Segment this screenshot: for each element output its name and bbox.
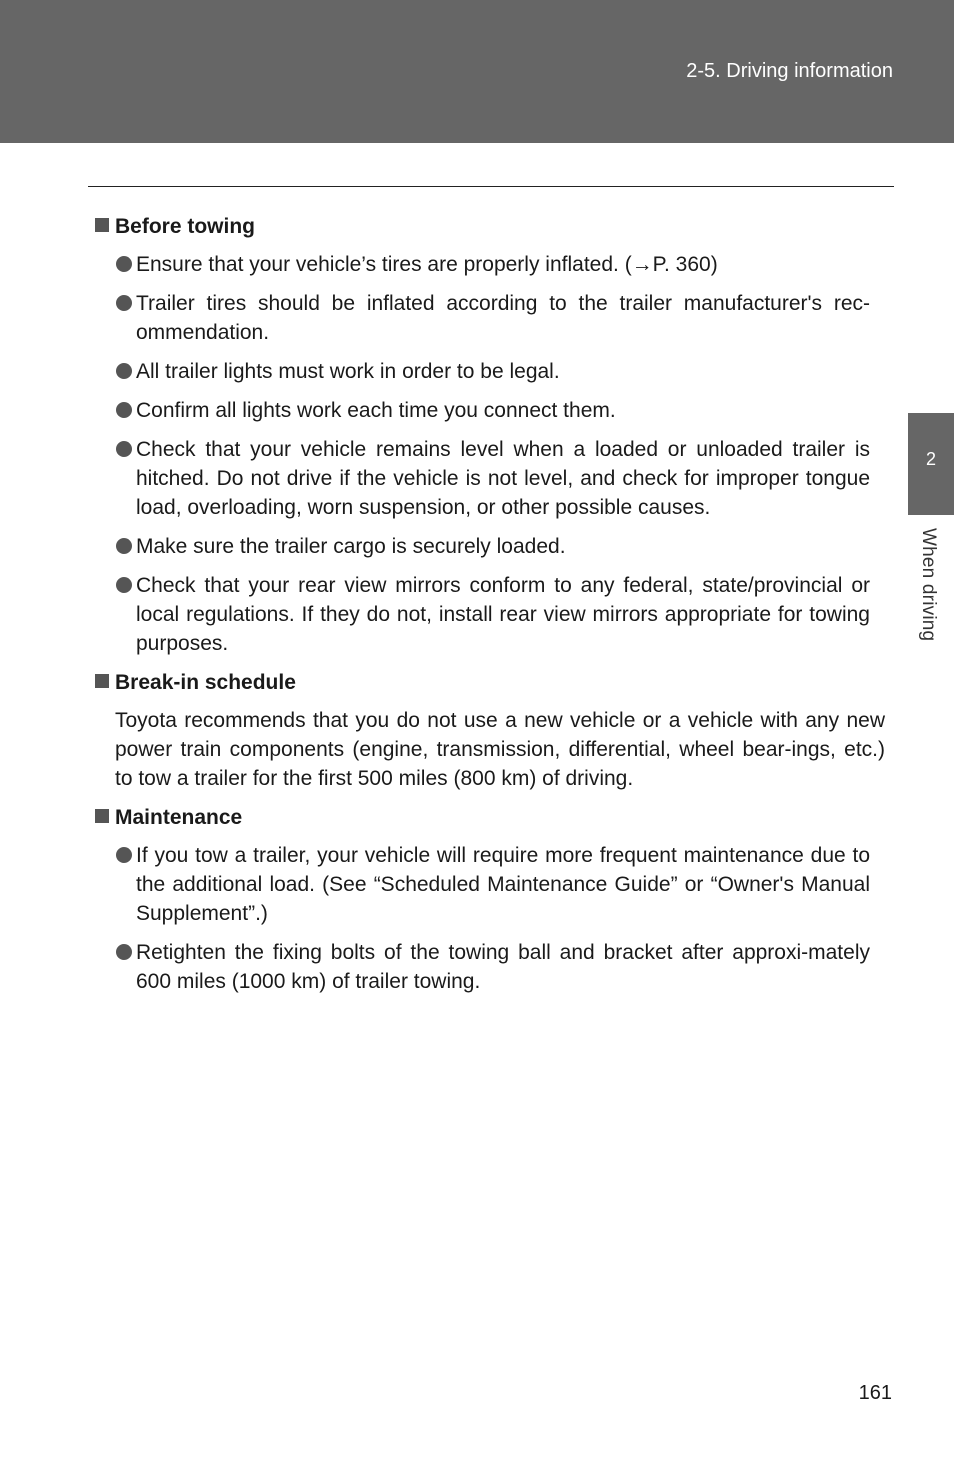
circle-bullet-icon bbox=[116, 295, 132, 311]
list-item-text: Confirm all lights work each time you connect them. bbox=[136, 399, 616, 422]
header-divider bbox=[88, 186, 894, 187]
section-maintenance bbox=[95, 803, 885, 996]
circle-bullet-icon bbox=[116, 577, 132, 593]
chapter-label: When driving bbox=[918, 528, 939, 642]
list-item bbox=[95, 357, 885, 386]
list-item-text: If you tow a trailer, your vehicle will require more frequent maintenance due to the additional load. (See “Scheduled Maintenance Guide” or “Owner's Manual Supplement”.) bbox=[136, 844, 870, 925]
section-title: 2-5. Driving information bbox=[686, 60, 893, 82]
square-bullet-icon bbox=[95, 809, 109, 823]
section-break-in-schedule bbox=[95, 668, 885, 793]
circle-bullet-icon bbox=[116, 538, 132, 554]
list-item-text: Ensure that your vehicle’s tires are properly inflated. (→P. 360) bbox=[136, 253, 718, 276]
circle-bullet-icon bbox=[116, 402, 132, 418]
heading-text: Maintenance bbox=[115, 806, 243, 829]
circle-bullet-icon bbox=[116, 363, 132, 379]
header-band bbox=[0, 0, 954, 143]
list-item-text: Check that your rear view mirrors conform to any federal, state/provincial or local regulations. If they do not, install rear view mirrors appropriate for towing purposes. bbox=[136, 574, 870, 655]
list-item-text: Make sure the trailer cargo is securely loaded. bbox=[136, 535, 566, 558]
circle-bullet-icon bbox=[116, 256, 132, 272]
page-content bbox=[95, 212, 885, 1006]
bullet-list bbox=[95, 250, 885, 658]
heading-text: Break-in schedule bbox=[115, 671, 296, 694]
circle-bullet-icon bbox=[116, 847, 132, 863]
list-item bbox=[95, 841, 885, 928]
list-item-text: Trailer tires should be inflated according to the trailer manufacturer's rec-ommendation. bbox=[136, 292, 870, 344]
list-item-text: Check that your vehicle remains level when a loaded or unloaded trailer is hitched. Do not drive if the vehicle is not level, and check for improper tongue load, overloading, worn suspension, or other possible causes. bbox=[136, 438, 870, 519]
list-item bbox=[95, 532, 885, 561]
body-paragraph: Toyota recommends that you do not use a new vehicle or a vehicle with any new power train components (engine, transmission, differential, wheel bear-ings, etc.) to tow a trailer for the first 500 miles (800 km) of driving. bbox=[115, 709, 885, 790]
page-number: 161 bbox=[858, 1382, 892, 1404]
list-item bbox=[95, 250, 885, 279]
list-item bbox=[95, 289, 885, 347]
section-heading bbox=[95, 668, 885, 697]
list-item-text: Retighten the fixing bolts of the towing ball and bracket after approxi-mately 600 miles (1000 km) of trailer towing. bbox=[136, 941, 870, 993]
bullet-list bbox=[95, 841, 885, 996]
list-item bbox=[95, 435, 885, 522]
list-item bbox=[95, 571, 885, 658]
square-bullet-icon bbox=[95, 218, 109, 232]
chapter-number: 2 bbox=[925, 449, 936, 469]
list-item bbox=[95, 938, 885, 996]
chapter-tab bbox=[908, 413, 954, 515]
circle-bullet-icon bbox=[116, 441, 132, 457]
circle-bullet-icon bbox=[116, 944, 132, 960]
heading-text: Before towing bbox=[115, 215, 255, 238]
section-heading bbox=[95, 803, 885, 832]
section-before-towing bbox=[95, 212, 885, 658]
section-heading bbox=[95, 212, 885, 241]
square-bullet-icon bbox=[95, 674, 109, 688]
list-item-text: All trailer lights must work in order to be legal. bbox=[136, 360, 560, 383]
list-item bbox=[95, 396, 885, 425]
